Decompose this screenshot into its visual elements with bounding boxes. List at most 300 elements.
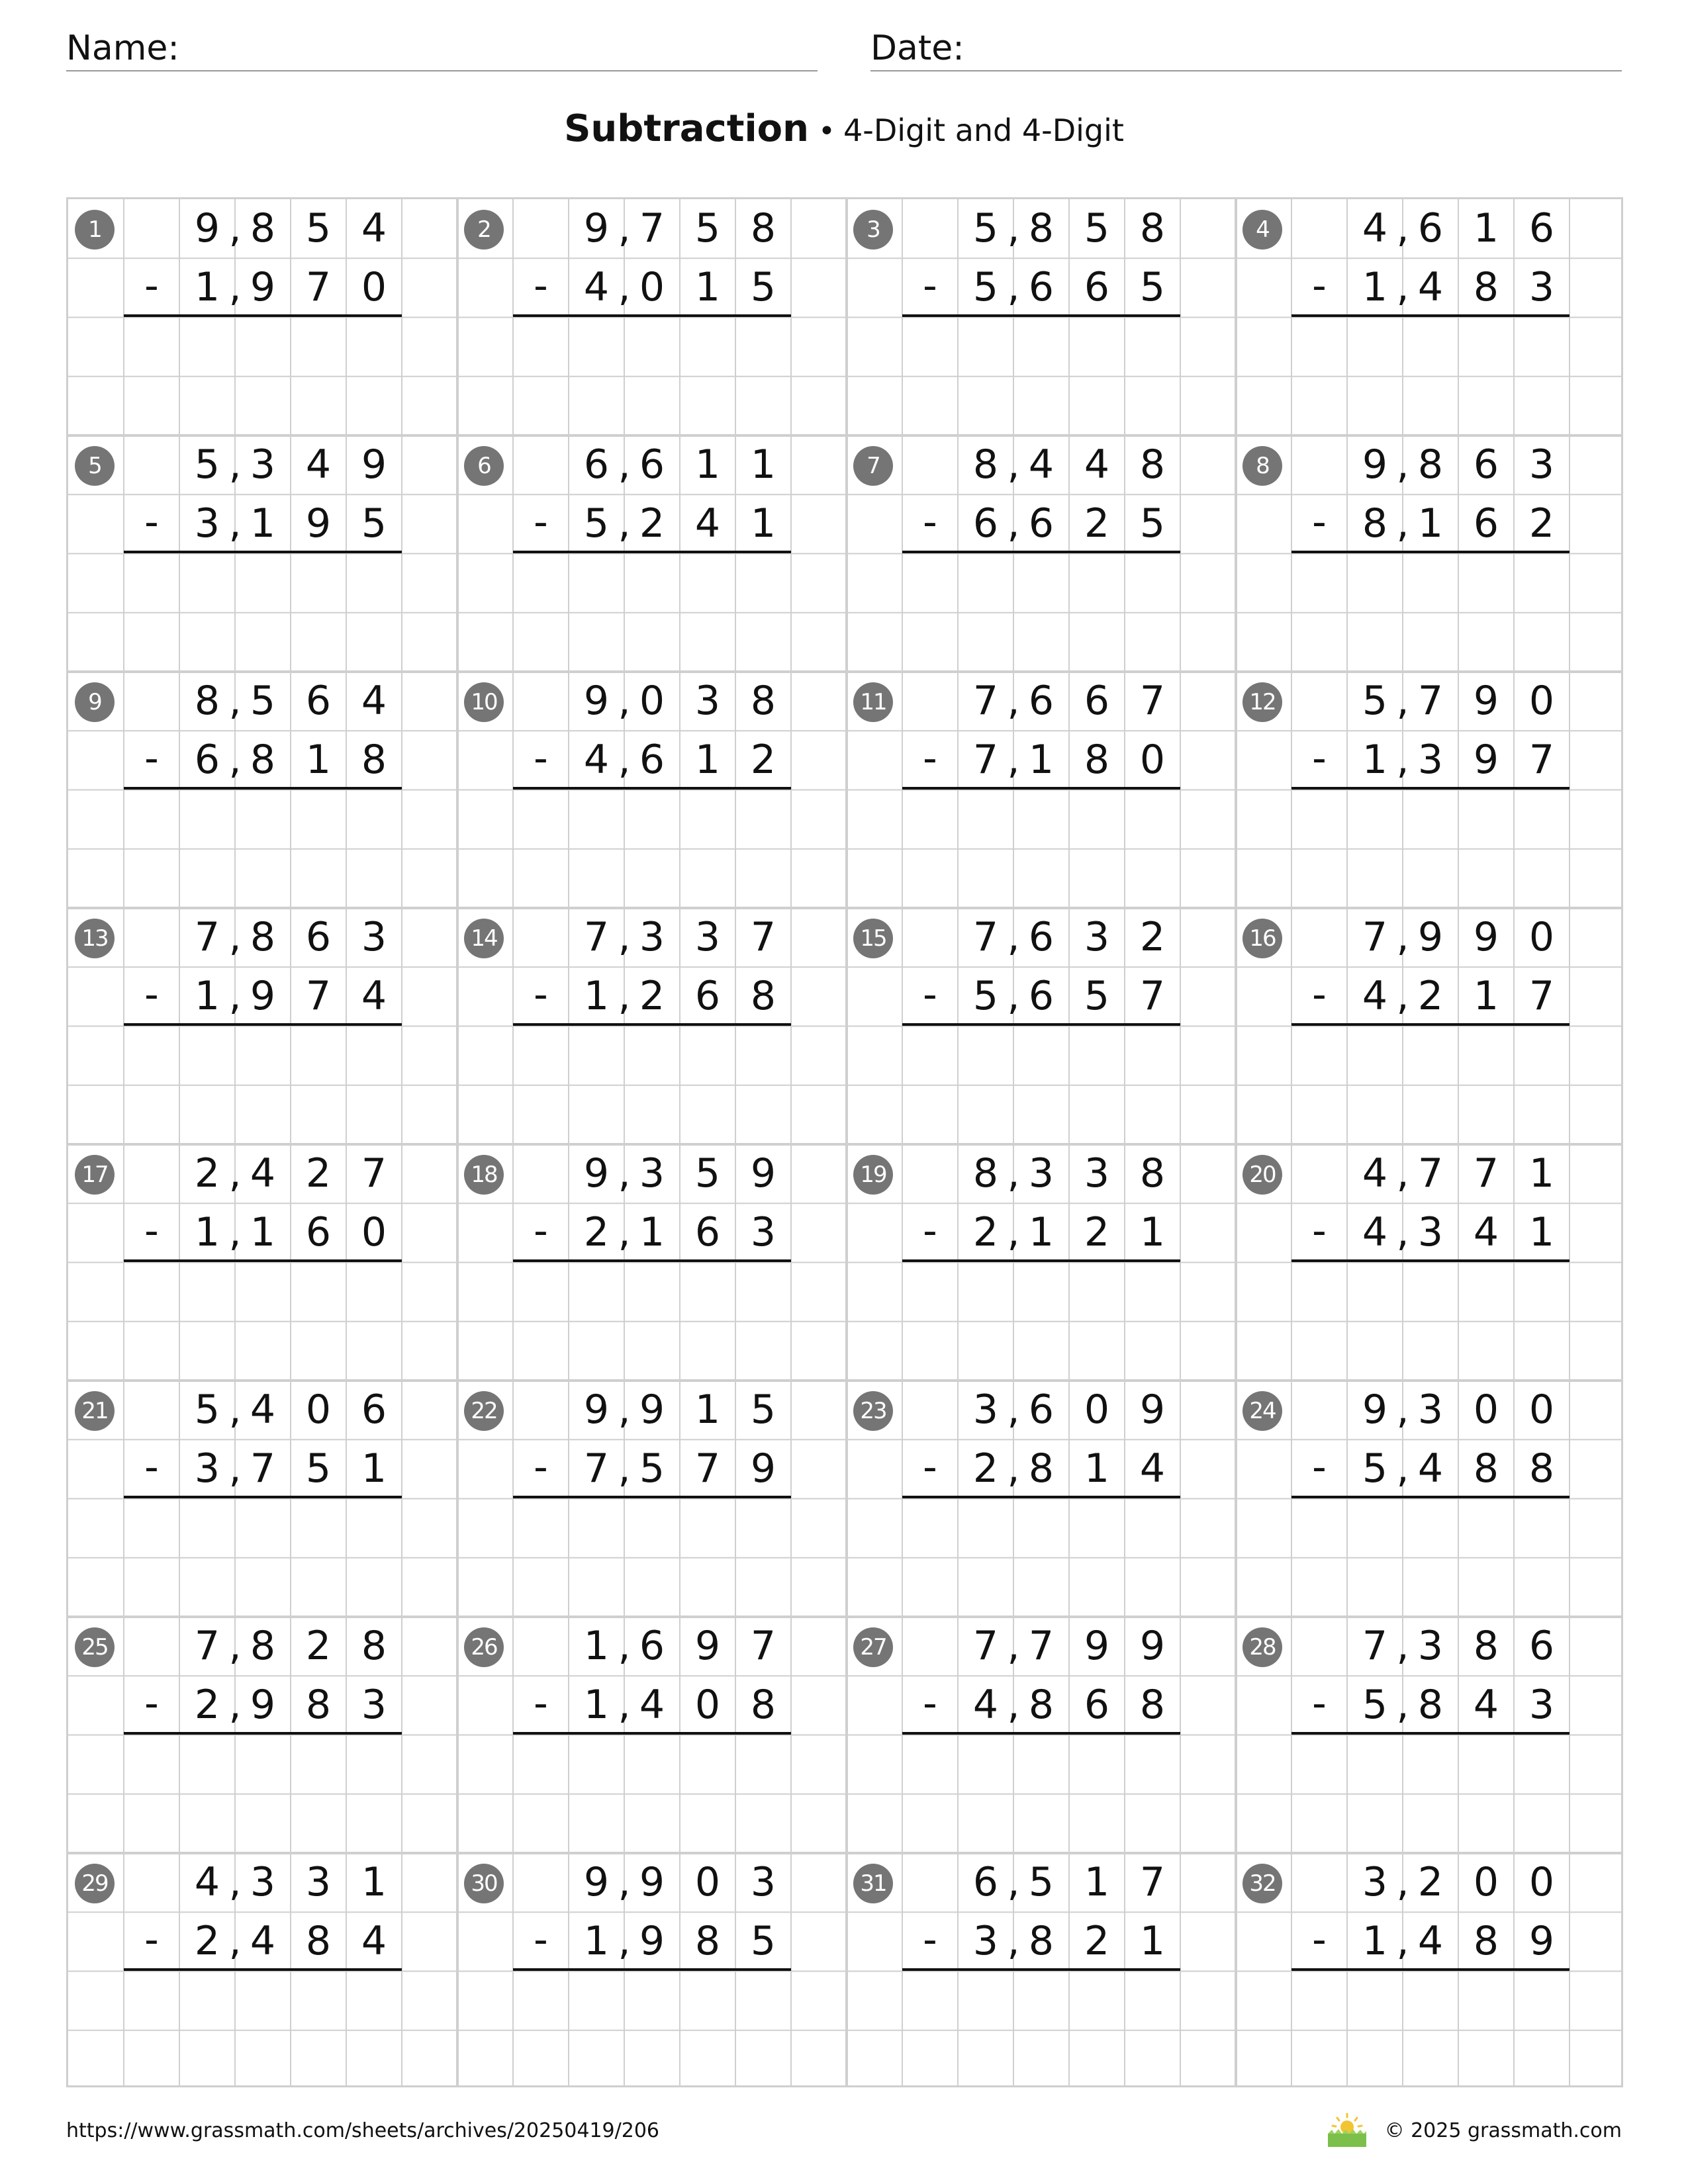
thousands-comma: , — [1007, 1623, 1020, 1669]
minuend-digit: 3 — [1417, 1623, 1444, 1669]
minuend-digit: 7 — [194, 914, 220, 960]
problem-12 — [1236, 672, 1623, 908]
problem-number-badge: 17 — [75, 1155, 115, 1195]
problem-number-badge: 29 — [75, 1864, 115, 1903]
subtrahend-digit: 8 — [250, 737, 276, 783]
problem-number-badge: 25 — [75, 1627, 115, 1667]
minuend-row — [1291, 908, 1570, 967]
subtrahend-digit: 4 — [1417, 1918, 1444, 1964]
subtrahend-digit: 1 — [1139, 1918, 1166, 1964]
subtrahend-digit: 2 — [1528, 500, 1555, 547]
subtrahend-digit: 8 — [750, 1682, 776, 1728]
problem-21 — [68, 1381, 457, 1617]
problem-19 — [847, 1144, 1236, 1381]
subtrahend-digit: 6 — [1084, 264, 1110, 310]
subtrahend-digit: 8 — [1473, 1918, 1499, 1964]
minus-sign: - — [1312, 1208, 1327, 1254]
minuend-digit: 8 — [1139, 205, 1166, 251]
minus-sign: - — [923, 263, 937, 309]
subtrahend-digit: 5 — [972, 264, 999, 310]
subtrahend-digit: 4 — [639, 1682, 665, 1728]
minuend-row — [124, 1853, 402, 1912]
minus-sign: - — [923, 1680, 937, 1727]
minuend-digit: 4 — [250, 1150, 276, 1197]
subtrahend-row — [1291, 258, 1570, 317]
problem-7 — [847, 435, 1236, 672]
subtrahend-digit: 5 — [1139, 500, 1166, 547]
minuend-digit: 7 — [972, 914, 999, 960]
minuend-digit: 6 — [1028, 914, 1055, 960]
subtrahend-row — [513, 967, 791, 1026]
subtrahend-digit: 2 — [194, 1918, 220, 1964]
minuend-digit: 3 — [694, 678, 721, 724]
problem-17 — [68, 1144, 457, 1381]
subtrahend-digit: 2 — [639, 500, 665, 547]
minuend-row — [1291, 1144, 1570, 1203]
minuend-digit: 7 — [1139, 1859, 1166, 1905]
minuend-row — [513, 1381, 791, 1439]
problem-grid — [66, 197, 1623, 2087]
minuend-row — [124, 672, 402, 731]
minuend-row — [1291, 1381, 1570, 1439]
minuend-digit: 8 — [1139, 441, 1166, 488]
problem-22 — [457, 1381, 847, 1617]
subtrahend-row — [124, 1676, 402, 1735]
minuend-row — [513, 1617, 791, 1676]
subtrahend-row — [1291, 1676, 1570, 1735]
problem-2 — [457, 199, 847, 435]
minuend-digit: 5 — [1028, 1859, 1055, 1905]
minuend-digit: 3 — [639, 1150, 665, 1197]
minuend-row — [902, 199, 1180, 258]
minuend-row — [902, 672, 1180, 731]
minuend-digit: 4 — [361, 678, 387, 724]
minus-sign: - — [144, 499, 159, 545]
thousands-comma: , — [1007, 1682, 1020, 1728]
minuend-digit: 7 — [750, 1623, 776, 1669]
thousands-comma: , — [618, 1918, 631, 1964]
minuend-digit: 7 — [972, 678, 999, 724]
minuend-digit: 8 — [250, 205, 276, 251]
minuend-digit: 3 — [1362, 1859, 1388, 1905]
subtrahend-digit: 1 — [1028, 1209, 1055, 1255]
subtrahend-digit: 8 — [1417, 1682, 1444, 1728]
minuend-digit: 0 — [1473, 1859, 1499, 1905]
minuend-digit: 5 — [750, 1387, 776, 1433]
subtrahend-digit: 6 — [972, 500, 999, 547]
thousands-comma: , — [1007, 264, 1020, 310]
minus-sign: - — [1312, 263, 1327, 309]
subtrahend-digit: 5 — [583, 500, 610, 547]
subtrahend-digit: 9 — [305, 500, 332, 547]
minus-sign: - — [923, 1444, 937, 1490]
subtrahend-digit: 0 — [1139, 737, 1166, 783]
thousands-comma: , — [1396, 737, 1409, 783]
minuend-digit: 4 — [1362, 205, 1388, 251]
subtrahend-digit: 6 — [1028, 264, 1055, 310]
subtrahend-digit: 3 — [1417, 737, 1444, 783]
minuend-digit: 8 — [250, 1623, 276, 1669]
subtrahend-digit: 2 — [972, 1209, 999, 1255]
minuend-digit: 7 — [1473, 1150, 1499, 1197]
problem-23 — [847, 1381, 1236, 1617]
problem-number-badge: 23 — [853, 1391, 893, 1431]
minus-sign: - — [1312, 972, 1327, 1018]
subtrahend-digit: 3 — [1528, 1682, 1555, 1728]
minuend-digit: 6 — [1528, 1623, 1555, 1669]
subtrahend-digit: 8 — [694, 1918, 721, 1964]
subtrahend-digit: 7 — [583, 1445, 610, 1492]
minuend-digit: 0 — [1473, 1387, 1499, 1433]
minuend-digit: 9 — [1473, 914, 1499, 960]
thousands-comma: , — [1396, 264, 1409, 310]
thousands-comma: , — [1007, 737, 1020, 783]
subtrahend-row — [124, 967, 402, 1026]
minuend-digit: 9 — [583, 678, 610, 724]
problem-number-badge: 5 — [75, 446, 115, 486]
subtrahend-digit: 7 — [1528, 973, 1555, 1019]
subtrahend-digit: 1 — [250, 500, 276, 547]
minuend-row — [902, 1144, 1180, 1203]
problem-30 — [457, 1853, 847, 2087]
subtrahend-digit: 4 — [1362, 1209, 1388, 1255]
minuend-digit: 9 — [583, 1859, 610, 1905]
thousands-comma: , — [1396, 1859, 1409, 1905]
minuend-digit: 2 — [305, 1150, 332, 1197]
thousands-comma: , — [1007, 973, 1020, 1019]
subtrahend-row — [1291, 967, 1570, 1026]
date-field[interactable] — [870, 21, 1622, 71]
thousands-comma: , — [1007, 1209, 1020, 1255]
subtrahend-digit: 8 — [305, 1682, 332, 1728]
title-main: Subtraction — [564, 107, 810, 150]
minuend-digit: 9 — [639, 1859, 665, 1905]
subtrahend-digit: 0 — [361, 264, 387, 310]
minuend-digit: 3 — [305, 1859, 332, 1905]
subtrahend-digit: 6 — [1473, 500, 1499, 547]
minuend-row — [1291, 199, 1570, 258]
minuend-digit: 5 — [1362, 678, 1388, 724]
subtrahend-row — [902, 967, 1180, 1026]
minuend-digit: 5 — [694, 1150, 721, 1197]
problem-number-badge: 3 — [853, 210, 893, 250]
minuend-row — [1291, 1853, 1570, 1912]
minuend-digit: 7 — [361, 1150, 387, 1197]
problem-number-badge: 32 — [1243, 1864, 1282, 1903]
thousands-comma: , — [228, 1623, 242, 1669]
subtrahend-digit: 7 — [250, 1445, 276, 1492]
subtrahend-digit: 0 — [694, 1682, 721, 1728]
subtrahend-digit: 4 — [583, 264, 610, 310]
problem-number-badge: 18 — [464, 1155, 504, 1195]
subtrahend-digit: 1 — [1362, 264, 1388, 310]
minus-sign: - — [923, 1208, 937, 1254]
minuend-digit: 3 — [1417, 1387, 1444, 1433]
subtrahend-digit: 1 — [194, 264, 220, 310]
minuend-digit: 8 — [1028, 205, 1055, 251]
subtrahend-row — [902, 494, 1180, 553]
subtrahend-digit: 1 — [583, 1682, 610, 1728]
minuend-digit: 8 — [1139, 1150, 1166, 1197]
subtrahend-digit: 4 — [583, 737, 610, 783]
subtrahend-row — [902, 1203, 1180, 1262]
subtrahend-digit: 1 — [694, 737, 721, 783]
thousands-comma: , — [618, 914, 631, 960]
subtrahend-digit: 7 — [305, 264, 332, 310]
subtrahend-digit: 9 — [1473, 737, 1499, 783]
minuend-digit: 9 — [583, 1387, 610, 1433]
subtrahend-digit: 7 — [1139, 973, 1166, 1019]
minuend-row — [513, 199, 791, 258]
subtrahend-row — [1291, 1439, 1570, 1498]
minuend-digit: 9 — [1417, 914, 1444, 960]
subtrahend-digit: 8 — [1028, 1918, 1055, 1964]
thousands-comma: , — [1396, 678, 1409, 724]
sun-over-grass-icon — [1324, 2111, 1370, 2148]
minuend-digit: 6 — [639, 441, 665, 488]
minuend-digit: 3 — [694, 914, 721, 960]
minuend-digit: 1 — [694, 1387, 721, 1433]
minuend-digit: 8 — [361, 1623, 387, 1669]
minuend-row — [513, 435, 791, 494]
problem-11 — [847, 672, 1236, 908]
thousands-comma: , — [1396, 205, 1409, 251]
minuend-row — [124, 199, 402, 258]
minuend-digit: 0 — [1528, 678, 1555, 724]
minuend-row — [124, 1144, 402, 1203]
minuend-digit: 7 — [972, 1623, 999, 1669]
subtrahend-digit: 4 — [1473, 1682, 1499, 1728]
thousands-comma: , — [1007, 678, 1020, 724]
subtrahend-row — [124, 258, 402, 317]
minus-sign: - — [144, 263, 159, 309]
minuend-digit: 6 — [1473, 441, 1499, 488]
problem-number-badge: 7 — [853, 446, 893, 486]
thousands-comma: , — [228, 1918, 242, 1964]
subtrahend-digit: 8 — [305, 1918, 332, 1964]
thousands-comma: , — [228, 1682, 242, 1728]
minus-sign: - — [534, 499, 548, 545]
minuend-digit: 8 — [972, 441, 999, 488]
minuend-digit: 5 — [194, 441, 220, 488]
subtrahend-digit: 8 — [1473, 264, 1499, 310]
minuend-digit: 2 — [305, 1623, 332, 1669]
problem-number-badge: 9 — [75, 682, 115, 722]
subtrahend-row — [902, 258, 1180, 317]
thousands-comma: , — [228, 1859, 242, 1905]
problem-15 — [847, 908, 1236, 1144]
subtrahend-digit: 3 — [1417, 1209, 1444, 1255]
minuend-digit: 7 — [1417, 1150, 1444, 1197]
subtrahend-row — [124, 1439, 402, 1498]
thousands-comma: , — [228, 1445, 242, 1492]
minuend-row — [124, 1617, 402, 1676]
minus-sign: - — [534, 1680, 548, 1727]
subtrahend-digit: 7 — [1528, 737, 1555, 783]
problem-14 — [457, 908, 847, 1144]
problem-number-badge: 15 — [853, 919, 893, 958]
minuend-digit: 4 — [250, 1387, 276, 1433]
subtrahend-digit: 1 — [694, 264, 721, 310]
subtrahend-digit: 4 — [694, 500, 721, 547]
subtrahend-digit: 4 — [1139, 1445, 1166, 1492]
subtrahend-digit: 5 — [972, 973, 999, 1019]
thousands-comma: , — [1396, 1150, 1409, 1197]
minus-sign: - — [923, 735, 937, 782]
subtrahend-digit: 4 — [1417, 264, 1444, 310]
minuend-digit: 1 — [1084, 1859, 1110, 1905]
minuend-digit: 3 — [250, 441, 276, 488]
minuend-digit: 7 — [750, 914, 776, 960]
minuend-digit: 1 — [583, 1623, 610, 1669]
subtrahend-digit: 2 — [972, 1445, 999, 1492]
subtrahend-digit: 1 — [194, 1209, 220, 1255]
minuend-digit: 9 — [694, 1623, 721, 1669]
minuend-digit: 3 — [1084, 1150, 1110, 1197]
minus-sign: - — [534, 1208, 548, 1254]
subtrahend-digit: 1 — [639, 1209, 665, 1255]
name-label: Name: — [66, 28, 179, 68]
subtrahend-row — [124, 494, 402, 553]
minuend-digit: 3 — [361, 914, 387, 960]
minuend-digit: 6 — [1028, 678, 1055, 724]
subtrahend-digit: 6 — [194, 737, 220, 783]
minuend-digit: 4 — [361, 205, 387, 251]
subtrahend-digit: 8 — [1528, 1445, 1555, 1492]
subtrahend-digit: 6 — [1028, 973, 1055, 1019]
minuend-digit: 1 — [1528, 1150, 1555, 1197]
subtrahend-row — [1291, 731, 1570, 790]
thousands-comma: , — [618, 1445, 631, 1492]
subtrahend-row — [513, 731, 791, 790]
minuend-digit: 3 — [972, 1387, 999, 1433]
minuend-digit: 6 — [583, 441, 610, 488]
minuend-digit: 7 — [639, 205, 665, 251]
minuend-digit: 5 — [1084, 205, 1110, 251]
thousands-comma: , — [1396, 1209, 1409, 1255]
problem-number-badge: 6 — [464, 446, 504, 486]
thousands-comma: , — [1007, 500, 1020, 547]
minus-sign: - — [1312, 735, 1327, 782]
minuend-row — [902, 908, 1180, 967]
minuend-digit: 8 — [1417, 441, 1444, 488]
minuend-digit: 3 — [1528, 441, 1555, 488]
date-label: Date: — [870, 28, 964, 68]
subtrahend-row — [513, 1912, 791, 1971]
name-field[interactable] — [66, 21, 818, 71]
subtrahend-row — [902, 1912, 1180, 1971]
minuend-digit: 7 — [1139, 678, 1166, 724]
minuend-digit: 9 — [583, 205, 610, 251]
subtrahend-digit: 5 — [1362, 1445, 1388, 1492]
thousands-comma: , — [1396, 1918, 1409, 1964]
thousands-comma: , — [228, 1150, 242, 1197]
subtrahend-digit: 1 — [583, 973, 610, 1019]
minuend-digit: 0 — [1528, 1859, 1555, 1905]
minuend-row — [124, 1381, 402, 1439]
problem-number-badge: 26 — [464, 1627, 504, 1667]
minuend-digit: 6 — [1528, 205, 1555, 251]
thousands-comma: , — [1007, 1150, 1020, 1197]
minuend-row — [1291, 1617, 1570, 1676]
thousands-comma: , — [228, 737, 242, 783]
minuend-digit: 6 — [305, 914, 332, 960]
subtrahend-digit: 4 — [361, 973, 387, 1019]
minuend-row — [902, 1853, 1180, 1912]
minuend-digit: 4 — [1084, 441, 1110, 488]
subtrahend-digit: 1 — [194, 973, 220, 1019]
minuend-digit: 3 — [750, 1859, 776, 1905]
minuend-row — [513, 1853, 791, 1912]
minuend-row — [513, 908, 791, 967]
minuend-row — [513, 672, 791, 731]
subtrahend-digit: 4 — [250, 1918, 276, 1964]
subtrahend-digit: 1 — [583, 1918, 610, 1964]
subtrahend-digit: 9 — [250, 264, 276, 310]
problem-number-badge: 22 — [464, 1391, 504, 1431]
subtrahend-digit: 2 — [1417, 973, 1444, 1019]
minus-sign: - — [144, 1208, 159, 1254]
thousands-comma: , — [1396, 973, 1409, 1019]
subtrahend-digit: 0 — [639, 264, 665, 310]
problem-6 — [457, 435, 847, 672]
minuend-digit: 8 — [1473, 1623, 1499, 1669]
minus-sign: - — [534, 1917, 548, 1963]
subtrahend-digit: 2 — [1084, 1918, 1110, 1964]
minus-sign: - — [1312, 1680, 1327, 1727]
subtrahend-digit: 8 — [1084, 737, 1110, 783]
problem-number-badge: 8 — [1243, 446, 1282, 486]
subtrahend-digit: 4 — [972, 1682, 999, 1728]
minuend-row — [124, 435, 402, 494]
subtrahend-digit: 8 — [1028, 1682, 1055, 1728]
problem-20 — [1236, 1144, 1623, 1381]
minuend-digit: 3 — [1084, 914, 1110, 960]
minus-sign: - — [1312, 499, 1327, 545]
subtrahend-digit: 8 — [750, 973, 776, 1019]
minuend-digit: 9 — [1362, 1387, 1388, 1433]
subtrahend-row — [1291, 494, 1570, 553]
minus-sign: - — [534, 735, 548, 782]
problem-16 — [1236, 908, 1623, 1144]
problem-24 — [1236, 1381, 1623, 1617]
subtrahend-digit: 8 — [1028, 1445, 1055, 1492]
problem-number-badge: 30 — [464, 1864, 504, 1903]
problem-18 — [457, 1144, 847, 1381]
thousands-comma: , — [228, 500, 242, 547]
minuend-digit: 7 — [1362, 914, 1388, 960]
thousands-comma: , — [228, 973, 242, 1019]
problem-10 — [457, 672, 847, 908]
minuend-row — [124, 908, 402, 967]
minuend-digit: 6 — [1028, 1387, 1055, 1433]
subtrahend-digit: 2 — [750, 737, 776, 783]
thousands-comma: , — [1396, 500, 1409, 547]
subtrahend-digit: 6 — [694, 973, 721, 1019]
minuend-digit: 1 — [694, 441, 721, 488]
subtrahend-digit: 1 — [1084, 1445, 1110, 1492]
minus-sign: - — [144, 972, 159, 1018]
problem-number-badge: 1 — [75, 210, 115, 250]
problem-31 — [847, 1853, 1236, 2087]
thousands-comma: , — [228, 441, 242, 488]
minus-sign: - — [1312, 1444, 1327, 1490]
minus-sign: - — [534, 263, 548, 309]
minuend-row — [902, 435, 1180, 494]
subtrahend-row — [513, 1676, 791, 1735]
subtrahend-digit: 5 — [1084, 973, 1110, 1019]
subtrahend-digit: 1 — [1362, 1918, 1388, 1964]
